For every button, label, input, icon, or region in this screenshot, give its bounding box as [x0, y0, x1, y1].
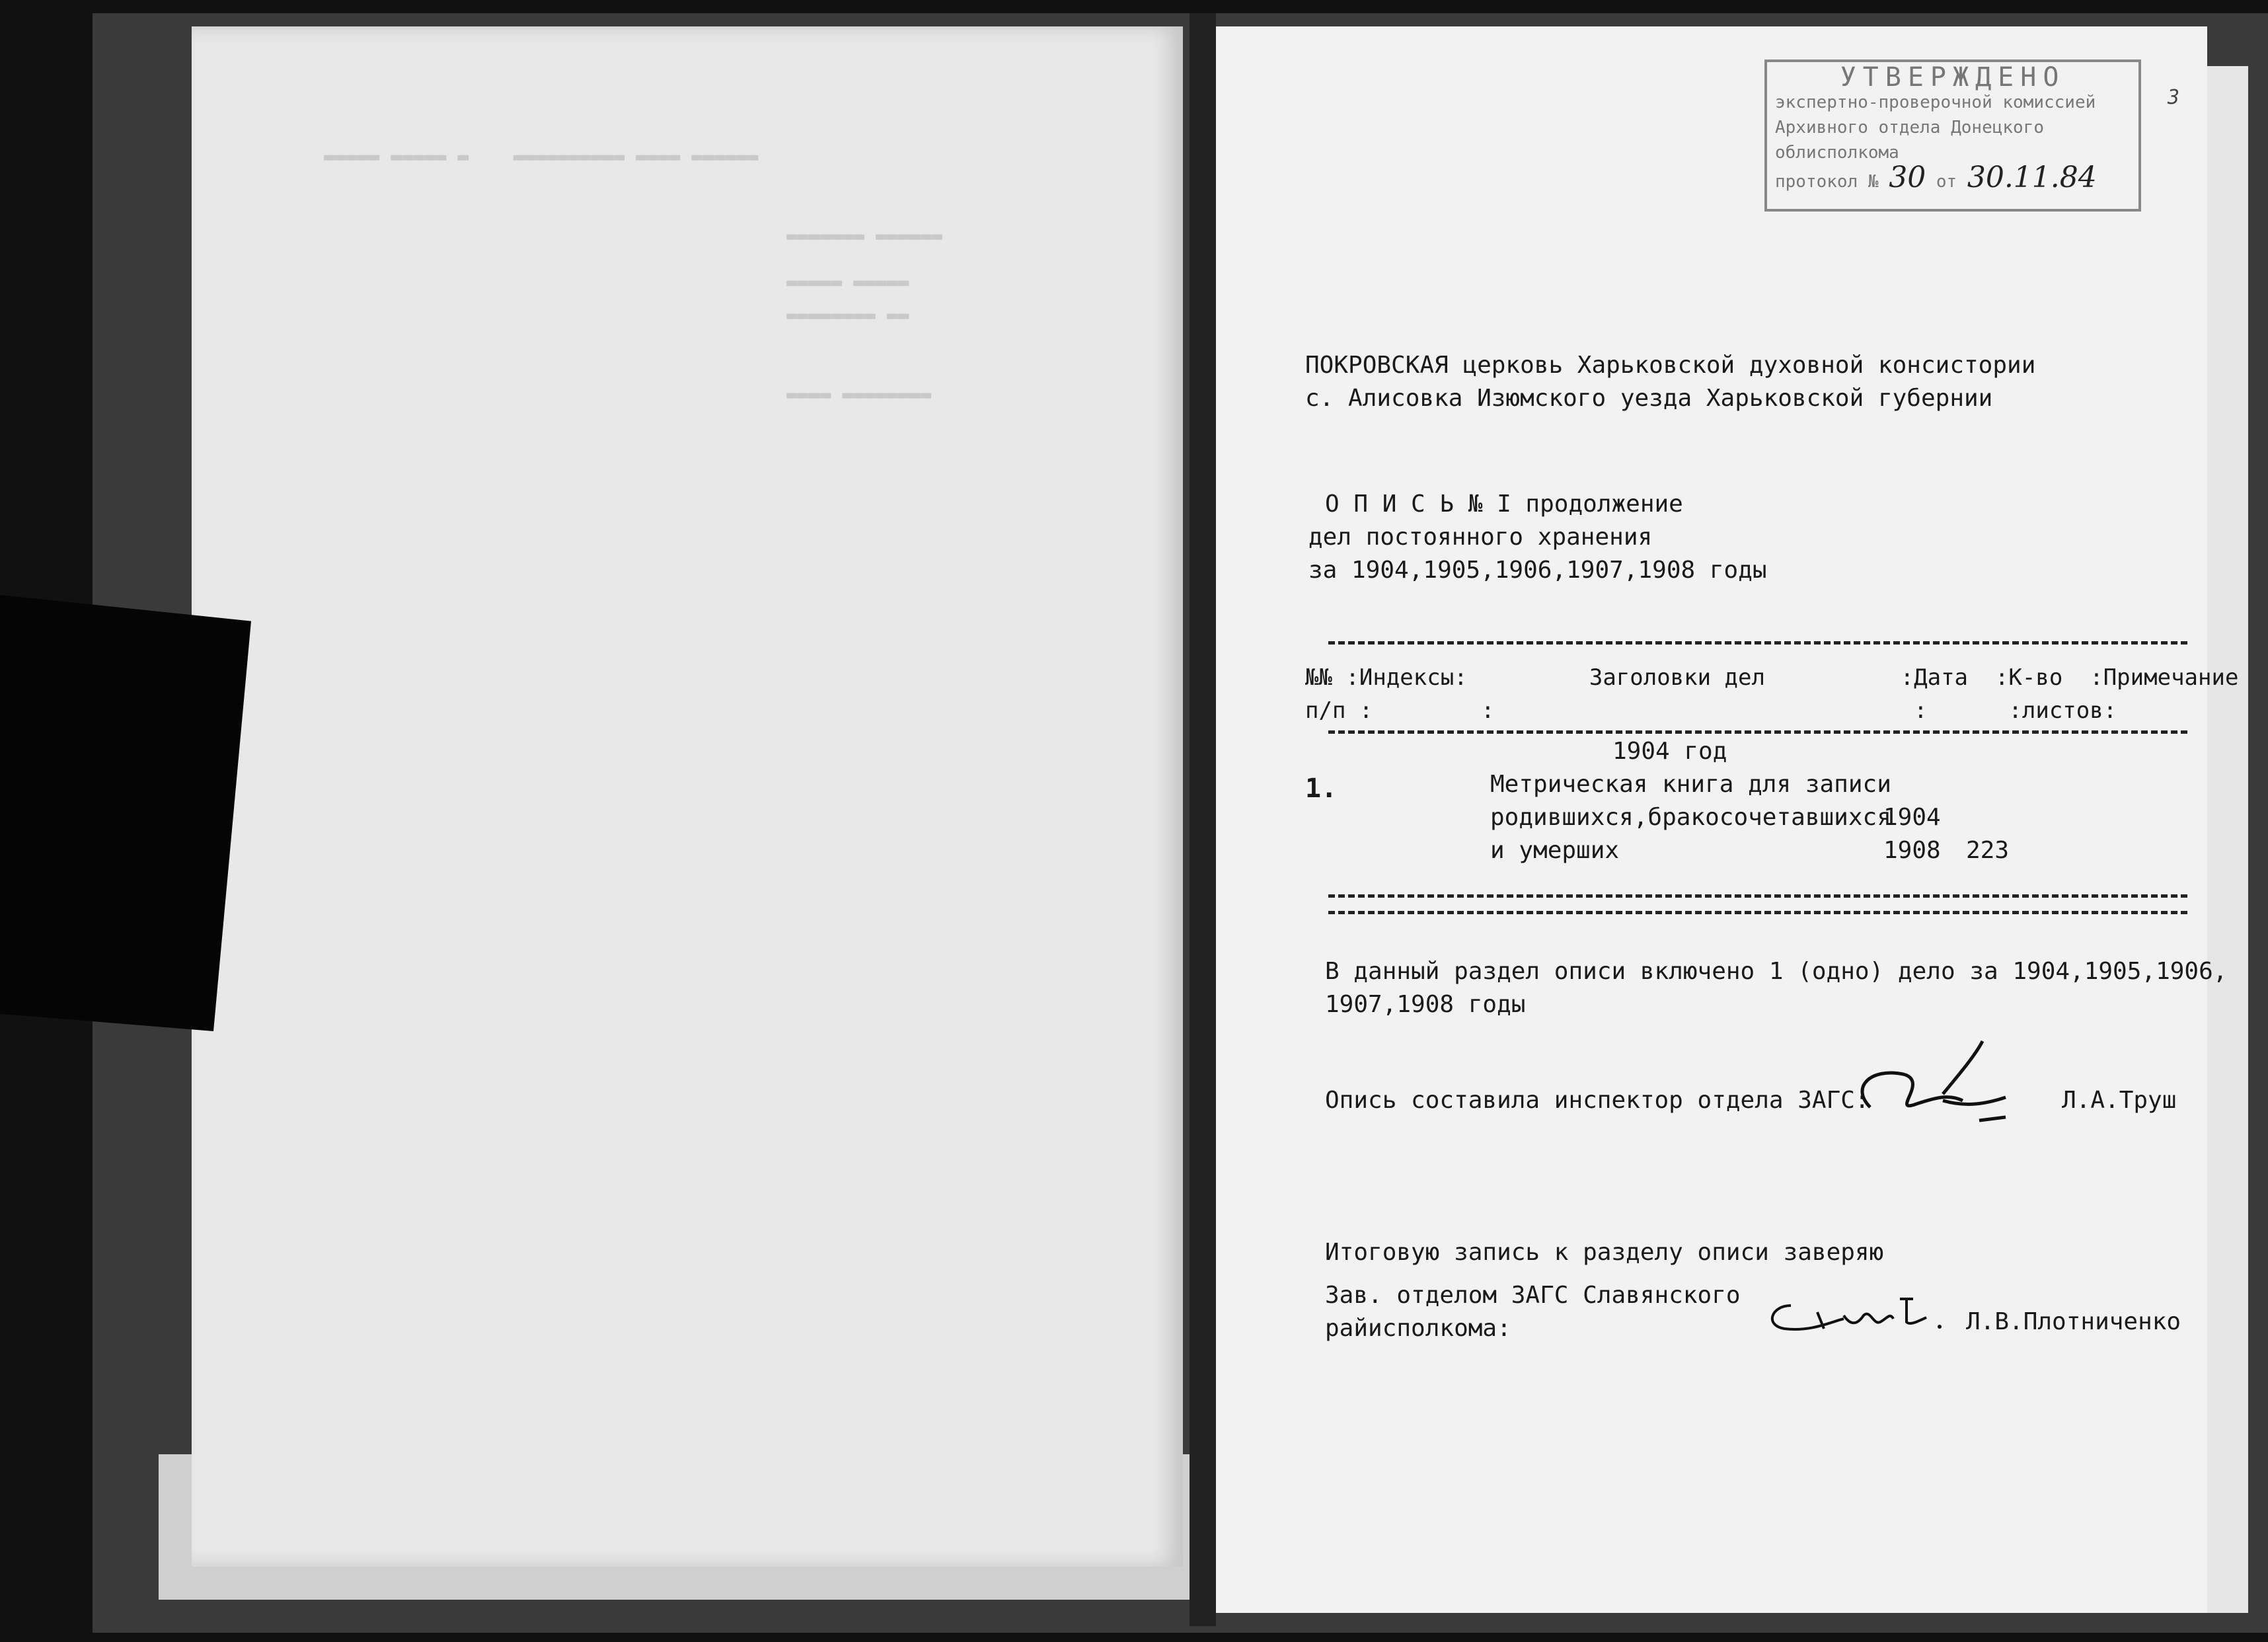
page-number: 3: [2168, 86, 2180, 109]
table-rule: [1328, 641, 2187, 645]
compiler-signature: [1844, 1035, 2016, 1140]
head-name: Л.В.Плотниченко: [1966, 1308, 2181, 1335]
certification-line-3: райисполкома:: [1325, 1315, 1511, 1342]
date-label: от: [1936, 172, 1957, 192]
approval-stamp: [1764, 59, 2141, 212]
table-header-row-1: №№ :Индексы: Заголовки дел :Дата :К-во :Примечание: [1305, 664, 2239, 691]
summary-line-1: В данный раздел описи включено 1 (одно) дело за 1904,1905,1906,: [1325, 958, 2228, 985]
location: с. Алисовка Изюмского уезда Харьковской губернии: [1305, 385, 1993, 412]
year-heading: 1904 год: [1612, 738, 1727, 765]
church-name: ПОКРОВСКАЯ церковь Харьковской духовной консистории: [1305, 352, 2036, 379]
stamp-line: Архивного отдела Донецкого: [1775, 118, 2044, 137]
row-date-to: 1908: [1883, 837, 1941, 864]
inventory-title: О П И С Ь № I продолжение: [1325, 490, 1683, 518]
stamp-line: экспертно-проверочной комиссией: [1775, 93, 2096, 112]
left-page-blank: [192, 26, 1183, 1567]
stamp-line: облисполкома: [1775, 143, 1899, 163]
compiler-name: Л.А.Труш: [2062, 1087, 2177, 1114]
table-rule: [1328, 730, 2187, 734]
table-rule: [1328, 894, 2187, 898]
compiler-text: Опись составила инспектор отдела ЗАГС:: [1325, 1087, 1870, 1114]
certification-line-1: Итоговую запись к разделу описи заверяю: [1325, 1239, 1884, 1266]
protocol-number: 30: [1889, 161, 1926, 194]
inventory-years: за 1904,1905,1906,1907,1908 годы: [1308, 557, 1767, 584]
dark-cover-flap: [0, 595, 251, 1031]
row-title-line-3: и умерших: [1490, 837, 1620, 864]
stamp-title: УТВЕРЖДЕНО: [1840, 62, 2066, 93]
row-number: 1.: [1305, 773, 1338, 804]
inventory-subtitle: дел постоянного хранения: [1308, 524, 1653, 551]
book-spine: [1190, 13, 1216, 1626]
table-header-row-2: п/п : : : :листов:: [1305, 697, 2117, 724]
page-edge: [2201, 66, 2248, 1613]
summary-line-2: 1907,1908 годы: [1325, 991, 1526, 1018]
bleed-through-text: ▬▬▬▬▬▬ ▬▬▬▬ ▬▬▬▬▬▬▬▬▬▬ ▬ ▬▬▬▬▬ ▬▬▬▬▬: [324, 145, 759, 167]
row-title-line-2: родившихся,бракосочетавшихся: [1490, 804, 1891, 831]
certification-line-2: Зав. отделом ЗАГС Славянского: [1325, 1282, 1741, 1309]
stamp-protocol: [1775, 161, 2131, 194]
table-rule: [1328, 911, 2187, 914]
row-sheets: 223: [1966, 837, 2010, 864]
protocol-date: 30.11.84: [1967, 161, 2097, 194]
protocol-label: протокол №: [1775, 172, 1879, 192]
bleed-through-text: ▬▬▬▬▬▬ ▬▬▬▬▬▬▬: [786, 225, 943, 247]
head-signature: [1758, 1286, 1956, 1358]
row-title-line-1: Метрическая книга для записи: [1490, 771, 1891, 798]
bleed-through-text: ▬▬▬▬▬▬▬▬ ▬▬▬▬: [786, 383, 932, 405]
row-date-from: 1904: [1883, 804, 1941, 831]
bleed-through-text: ▬▬ ▬▬▬▬▬▬▬▬: [786, 304, 909, 326]
bleed-through-text: ▬▬▬▬▬ ▬▬▬▬▬: [786, 271, 909, 293]
